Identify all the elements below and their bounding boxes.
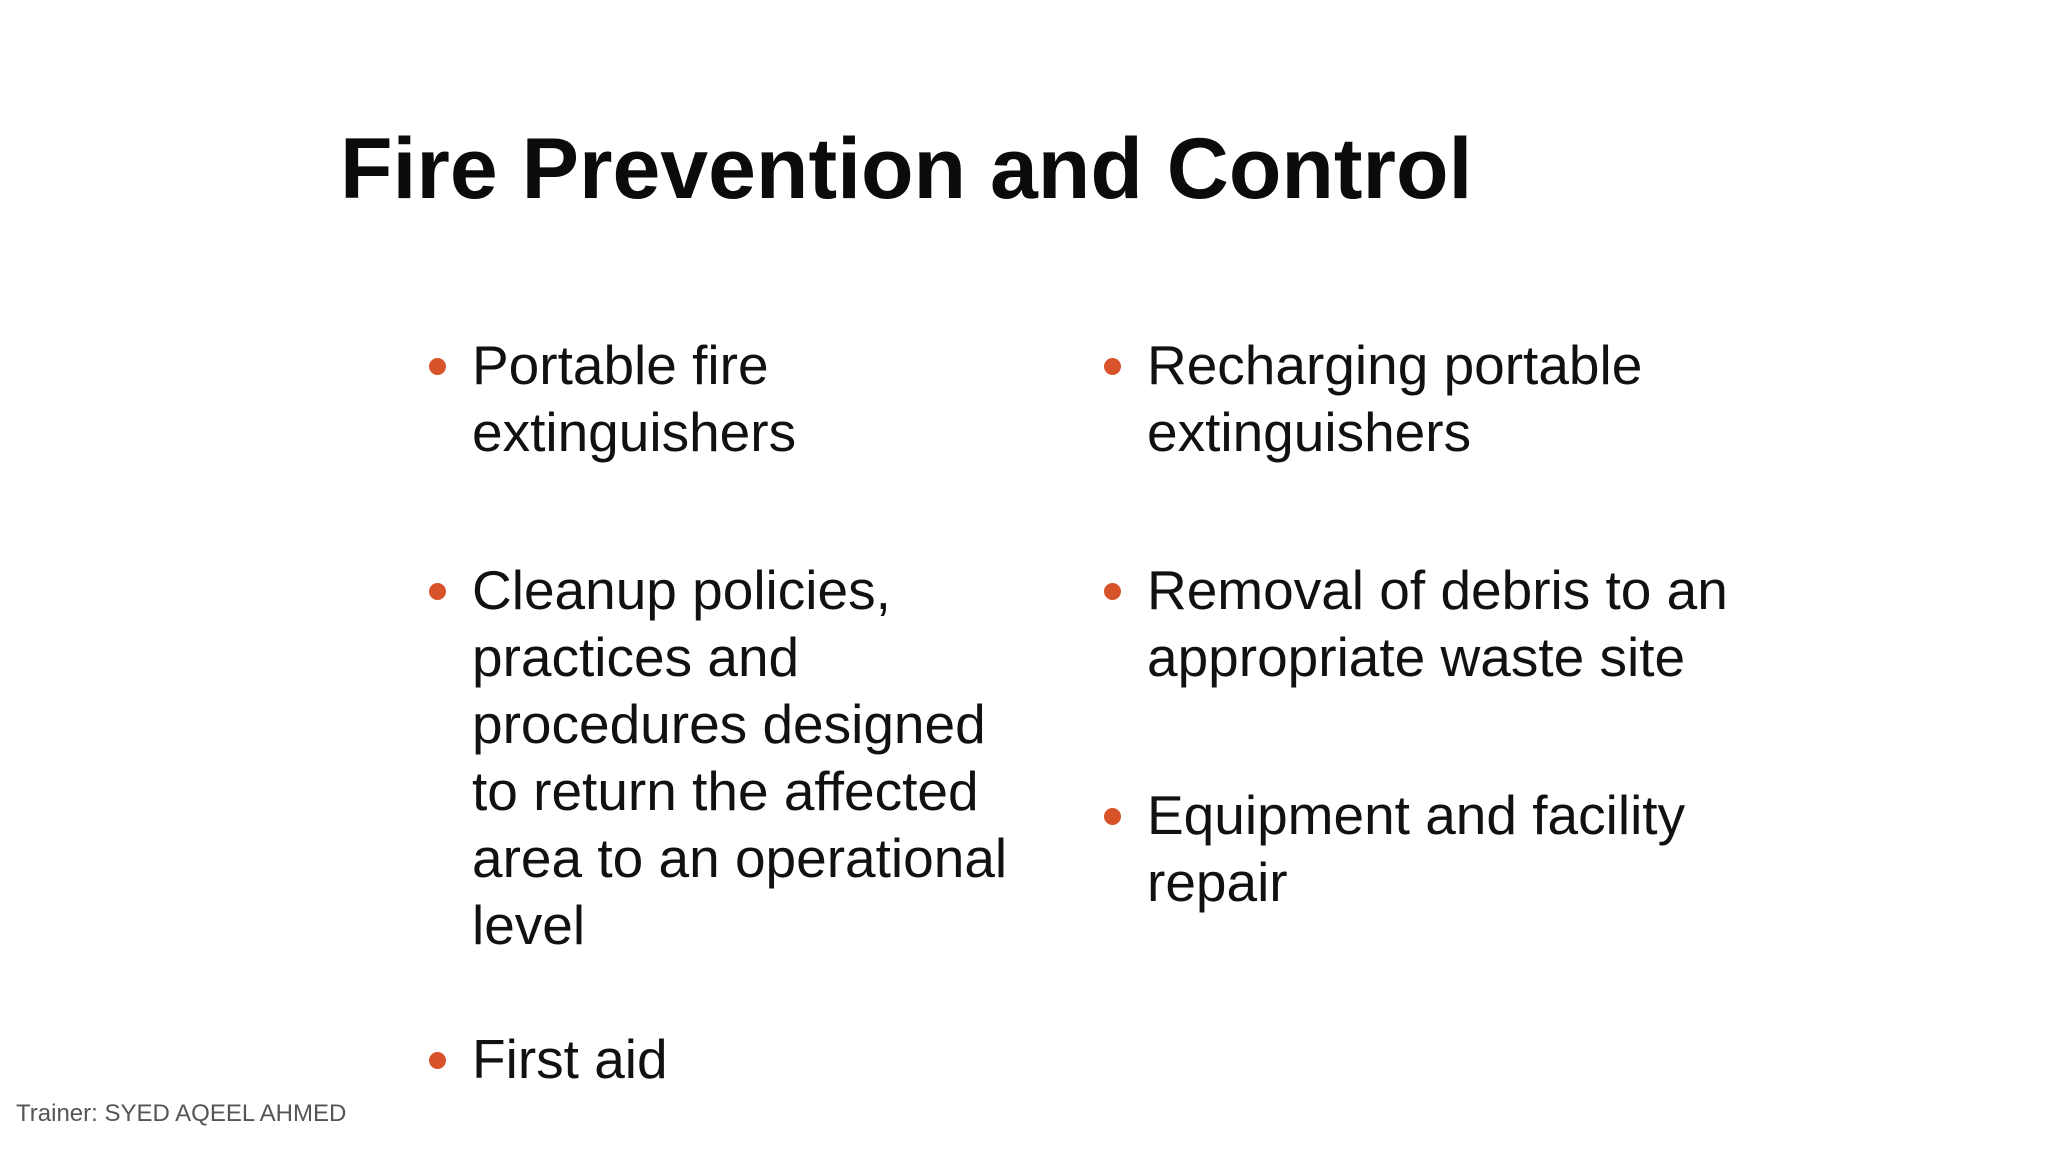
bullet-dot-icon	[429, 583, 446, 600]
bullet-item	[1100, 332, 1740, 466]
bullet-item	[425, 332, 1045, 466]
bullet-dot-icon	[1104, 808, 1121, 825]
bullet-item	[1100, 557, 1740, 691]
bullet-text: Equipment and facility repair	[1147, 784, 1686, 913]
bullet-dot-icon	[429, 358, 446, 375]
slide-title: Fire Prevention and Control	[340, 121, 1473, 217]
bullet-text: Cleanup policies, practices and procedures designed to return the affected area to an operational level	[472, 559, 1008, 956]
left-bullet-list	[425, 332, 1045, 1093]
bullet-dot-icon	[1104, 358, 1121, 375]
bullet-text: Portable fire extinguishers	[472, 334, 797, 463]
bullet-dot-icon	[1104, 583, 1121, 600]
right-bullet-list	[1100, 332, 1740, 916]
bullet-dot-icon	[429, 1052, 446, 1069]
bullet-text: Removal of debris to an appropriate waste site	[1147, 559, 1728, 688]
bullet-item	[1100, 782, 1740, 916]
bullet-text: Recharging portable extinguishers	[1147, 334, 1643, 463]
bullet-item	[425, 1026, 1045, 1093]
bullet-text: First aid	[472, 1028, 668, 1090]
trainer-credit: Trainer: SYED AQEEL AHMED	[16, 1100, 347, 1127]
bullet-item	[425, 557, 1045, 959]
